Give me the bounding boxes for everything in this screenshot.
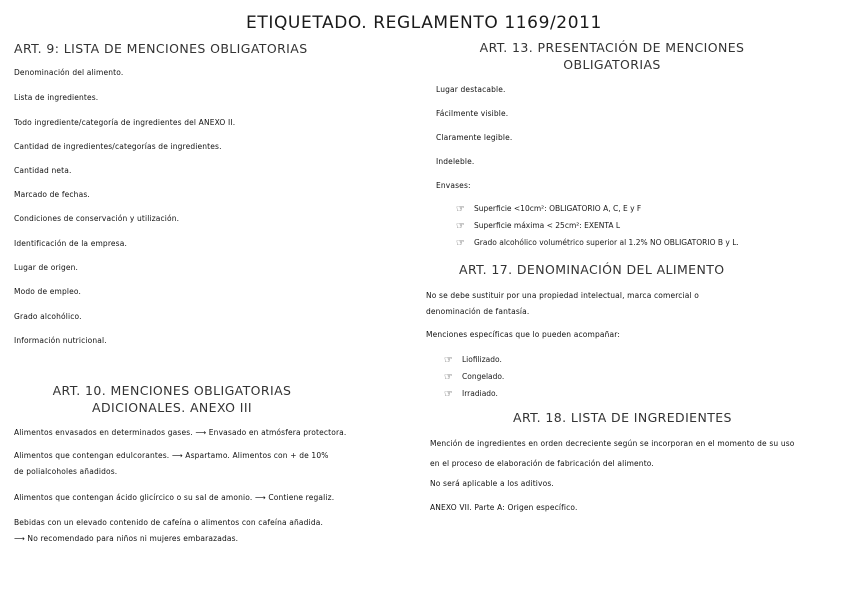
art13-envases-item [456, 221, 620, 232]
art9-item: Lugar de origen. [14, 263, 79, 272]
art9-item: Modo de empleo. [14, 287, 82, 296]
art13-item: Envases: [436, 181, 471, 190]
art9-item: Lista de ingredientes. [14, 93, 99, 102]
art18-paragraph: ANEXO VII. Parte A: Origen específico. [430, 503, 578, 512]
art17-bullet-text: Congelado. [462, 372, 505, 381]
art17-bullet-text: Liofilizado. [462, 355, 502, 364]
art9-item: Cantidad de ingredientes/categorías de ingredientes. [14, 142, 222, 151]
art17-bullet-text: Irradiado. [462, 389, 498, 398]
art9-item: Denominación del alimento. [14, 68, 124, 77]
art10-heading-line2: ADICIONALES. ANEXO III [92, 400, 252, 415]
hand-pointer-icon: ☞ [456, 238, 465, 249]
art9-item: Todo ingrediente/categoría de ingredientes del ANEXO II. [14, 118, 236, 127]
art9-item: Cantidad neta. [14, 166, 72, 175]
art13-envases-item [456, 238, 739, 249]
art13-envases-item [456, 204, 641, 215]
art13-envases-text: Superficie <10cm²: OBLIGATORIO A, C, E y F [474, 204, 642, 213]
art17-bullet [444, 389, 498, 400]
hand-pointer-icon: ☞ [444, 355, 453, 366]
art9-item: Condiciones de conservación y utilización. [14, 214, 180, 223]
art17-bullet [444, 372, 504, 383]
art13-heading-line2: OBLIGATORIAS [563, 57, 661, 72]
art9-item: Identificación de la empresa. [14, 239, 128, 248]
art17-heading: ART. 17. DENOMINACIÓN DEL ALIMENTO [459, 262, 725, 277]
art9-item: Marcado de fechas. [14, 190, 90, 199]
art10-heading [14, 382, 330, 416]
art13-item: Fácilmente visible. [436, 109, 509, 118]
art17-paragraph: No se debe sustituir por una propiedad intelectual, marca comercial o denominación de fantasía. [426, 291, 700, 316]
hand-pointer-icon: ☞ [444, 372, 453, 383]
art13-item: Claramente legible. [436, 133, 513, 142]
art13-item: Indeleble. [436, 157, 475, 166]
art10-item: Alimentos envasados en determinados gases. ⟶ Envasado en atmósfera protectora. [14, 428, 347, 437]
art13-heading [440, 39, 784, 73]
art13-envases-text: Superficie máxima < 25cm²: EXENTA L [474, 221, 621, 230]
art10-heading-line1: ART. 10. MENCIONES OBLIGATORIAS [52, 383, 292, 398]
hand-pointer-icon: ☞ [444, 389, 453, 400]
hand-pointer-icon: ☞ [456, 221, 465, 232]
art13-heading-line1: ART. 13. PRESENTACIÓN DE MENCIONES [479, 40, 745, 55]
page-title: ETIQUETADO. REGLAMENTO 1169/2011 [246, 13, 602, 33]
art10-item: Bebidas con un elevado contenido de cafeína o alimentos con cafeína añadida. ⟶ No recomendado para niños ni mujeres embarazadas. [14, 518, 324, 543]
art18-paragraph: Mención de ingredientes en orden decreciente según se incorporan en el momento de su uso en el proceso de elaboración de fabricación del alimento. [430, 439, 795, 468]
art9-item: Grado alcohólico. [14, 312, 82, 321]
art13-item: Lugar destacable. [436, 85, 506, 94]
art13-envases-text: Grado alcohólico volumétrico superior al 1.2% NO OBLIGATORIO B y L. [474, 238, 739, 247]
art9-item: Información nutricional. [14, 336, 107, 345]
art9-heading: ART. 9: LISTA DE MENCIONES OBLIGATORIAS [14, 41, 308, 56]
art17-paragraph: Menciones específicas que lo pueden acompañar: [426, 330, 621, 339]
hand-pointer-icon: ☞ [456, 204, 465, 215]
art18-paragraph: No será aplicable a los aditivos. [430, 479, 554, 488]
art10-item: Alimentos que contengan ácido glicírcico o su sal de amonio. ⟶ Contiene regaliz. [14, 493, 335, 502]
art10-item: Alimentos que contengan edulcorantes. ⟶ Aspartamo. Alimentos con + de 10% de polialcoholes añadidos. [14, 451, 329, 476]
art18-heading: ART. 18. LISTA DE INGREDIENTES [513, 410, 732, 425]
art17-bullet [444, 355, 502, 366]
